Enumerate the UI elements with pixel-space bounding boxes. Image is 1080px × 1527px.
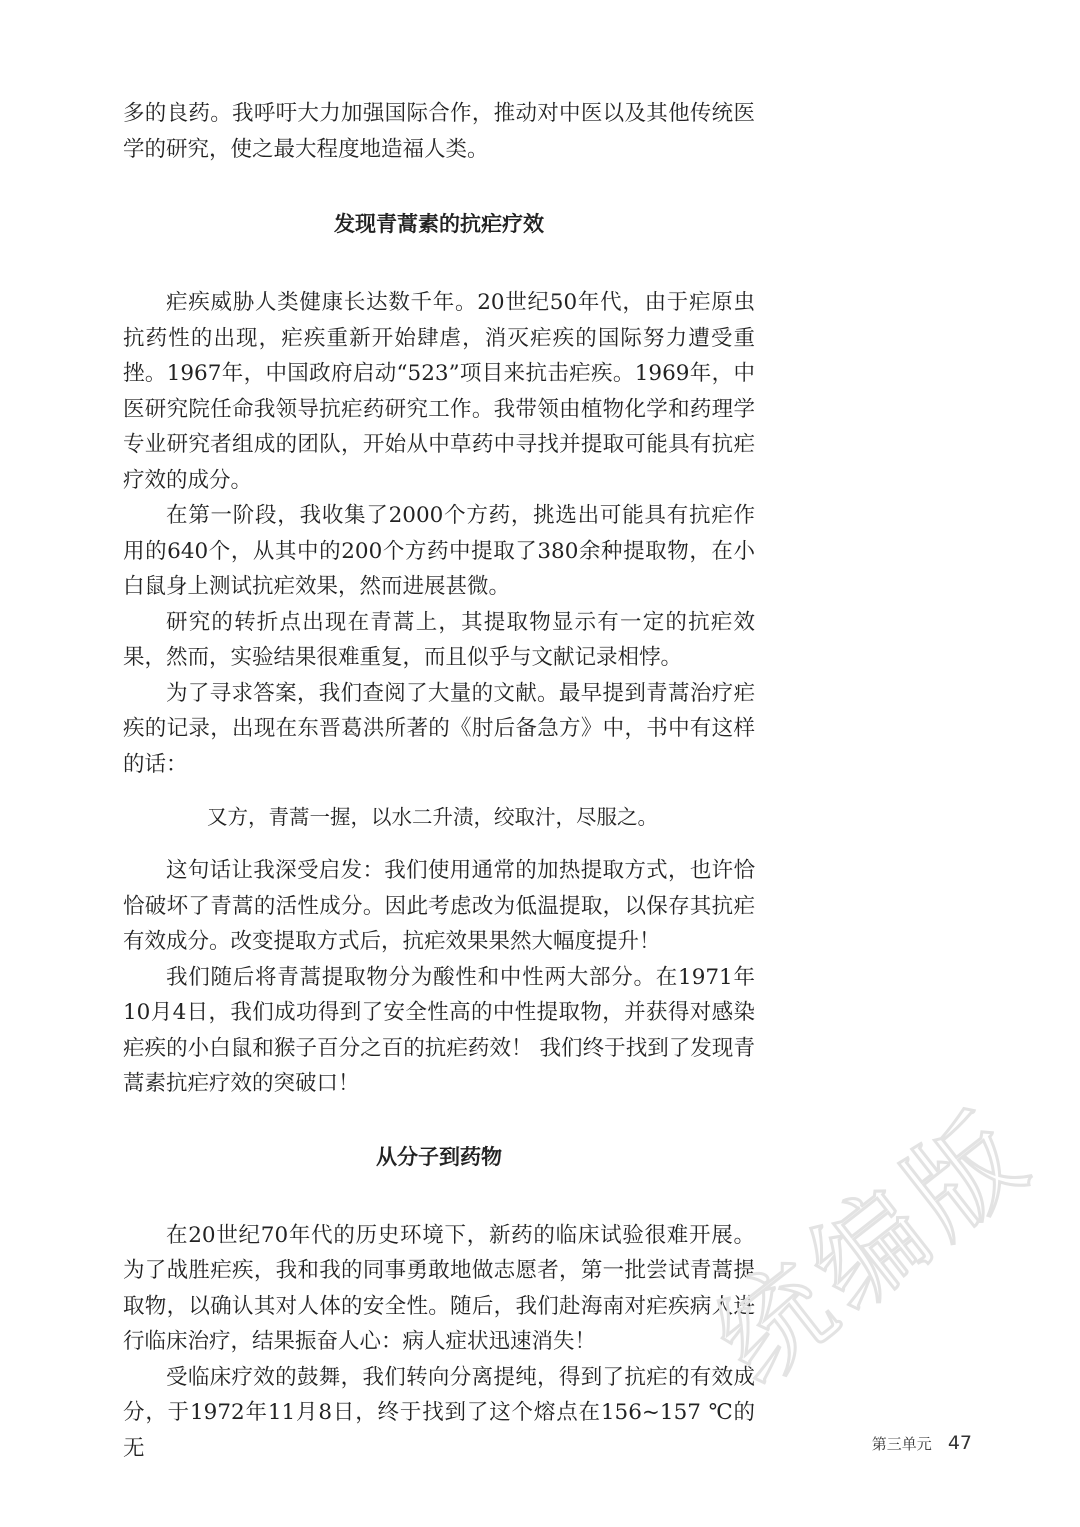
watermark-character: 统 — [692, 1239, 859, 1409]
body-paragraph: 在第一阶段，我收集了2000个方药，挑选出可能具有抗疟作用的640个，从其中的200个方药中提取了380余种提取物，在小白鼠身上测试抗疟效果，然而进展甚微。 — [123, 503, 755, 599]
watermark-character: 编 — [787, 1165, 953, 1335]
body-paragraph: 为了寻求答案，我们查阅了大量的文献。最早提到青蒿治疗疟疾的记录，出现在东晋葛洪所著的《肘后备急方》中，书中有这样的话： — [123, 680, 755, 777]
body-paragraph: 这句话让我深受启发：我们使用通常的加热提取方式，也许恰恰破坏了青蒿的活性成分。因此考虑改为低温提取，以保存其抗疟有效成分。改变提取方式后，抗疟效果果然大幅度提升！ — [123, 858, 755, 954]
intro-paragraph: 多的良药。我呼吁大力加强国际合作，推动对中医以及其他传统医学的研究，使之最大程度地造福人类。 — [123, 101, 755, 162]
classical-quote: 又方，青蒿一握，以水二升渍，绞取汁，尽服之。 — [207, 805, 658, 829]
body-paragraph: 受临床疗效的鼓舞，我们转向分离提纯，得到了抗疟的有效成分，于1972年11月8日，终于找到了这个熔点在156~157 ℃的无 — [123, 1364, 755, 1461]
body-paragraph: 研究的转折点出现在青蒿上，其提取物显示有一定的抗疟效果，然而，实验结果很难重复，而且似乎与文献记录相悖。 — [123, 609, 755, 670]
unit-label: 第三单元 — [871, 1435, 932, 1453]
section-heading-discovery: 发现青蒿素的抗疟疗效 — [334, 212, 544, 236]
body-paragraph: 我们随后将青蒿提取物分为酸性和中性两大部分。在1971年10月4日，我们成功得到了安全性高的中性提取物，并获得对感染疟疾的小白鼠和猴子百分之百的抗疟药效！ 我们终于找到了发现青蒿素抗疟疗效的突破口！ — [123, 964, 755, 1096]
body-paragraph: 在20世纪70年代的历史环境下，新药的临床试验很难开展。为了战胜疟疾，我和我的同事勇敢地做志愿者，第一批尝试青蒿提取物，以确认其对人体的安全性。随后，我们赴海南对疟疾病人进行临床治疗，结果振奋人心：病人症状迅速消失！ — [123, 1222, 755, 1354]
page-footer — [872, 1432, 972, 1454]
watermark-stamp — [692, 1075, 1048, 1415]
watermark-character: 版 — [881, 1091, 1048, 1261]
body-paragraph: 疟疾威胁人类健康长达数千年。20世纪50年代，由于疟原虫抗药性的出现，疟疾重新开始肆虐，消灭疟疾的国际努力遭受重挫。1967年，中国政府启动“523”项目来抗击疟疾。1969年，中医研究院任命我领导抗疟药研究工作。我带领由植物化学和药理学专业研究者组成的团队，开始从中草药中寻找并提取可能具有抗疟疗效的成分。 — [123, 290, 755, 493]
section-heading-molecule-to-drug: 从分子到药物 — [376, 1144, 502, 1169]
page-number: 47 — [947, 1432, 972, 1454]
text-column — [123, 96, 755, 1466]
